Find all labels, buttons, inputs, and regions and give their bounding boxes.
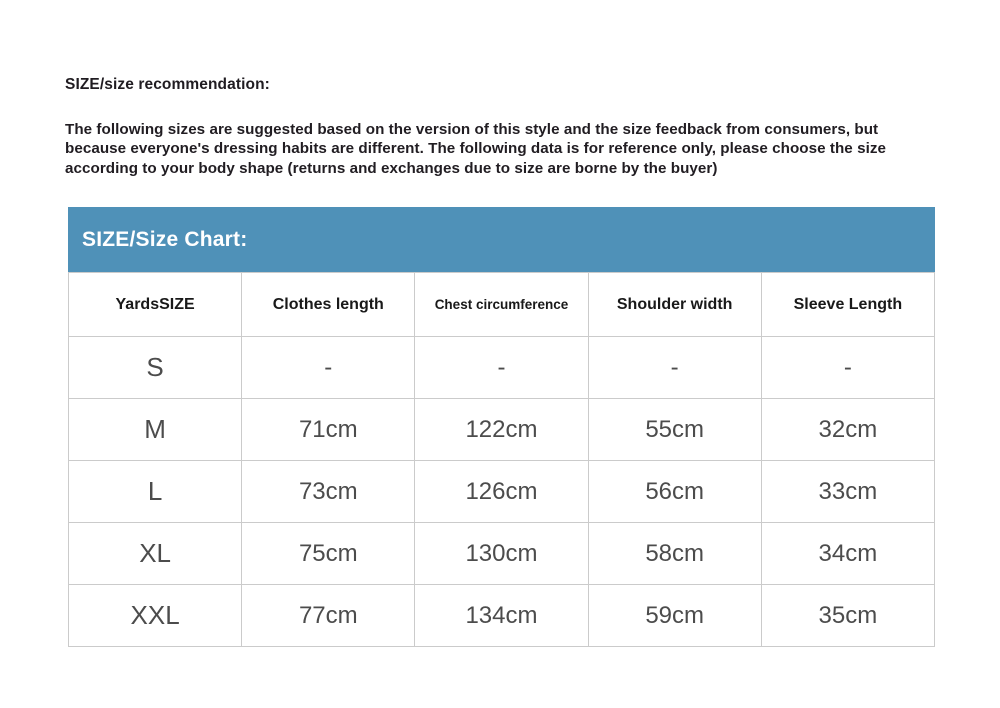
column-header-clothes-length: Clothes length: [242, 273, 415, 337]
size-cell: L: [69, 461, 242, 523]
size-recommendation-heading: SIZE/size recommendation:: [65, 76, 270, 93]
column-header-shoulder-width: Shoulder width: [588, 273, 761, 337]
value-cell: 122cm: [415, 399, 588, 461]
size-recommendation-paragraph: The following sizes are suggested based on the version of this style and the size feedback from consumers, but because everyone's dressing habits are different. The following data is for reference only, please choose the size according to your body shape (returns and exchanges due to size are borne by the buyer): [65, 121, 886, 177]
size-cell: XL: [69, 523, 242, 585]
table-row-l: [69, 461, 935, 523]
size-chart-title: SIZE/Size Chart:: [82, 227, 248, 251]
size-chart-table: [68, 272, 935, 647]
column-header-size: YardsSIZE: [69, 273, 242, 337]
value-cell: 55cm: [588, 399, 761, 461]
value-cell: -: [415, 337, 588, 399]
size-chart-block: [68, 207, 935, 647]
value-cell: -: [588, 337, 761, 399]
header-row: [69, 273, 935, 337]
value-cell: 32cm: [761, 399, 934, 461]
value-cell: 34cm: [761, 523, 934, 585]
size-cell: M: [69, 399, 242, 461]
value-cell: 56cm: [588, 461, 761, 523]
value-cell: 35cm: [761, 585, 934, 647]
value-cell: -: [242, 337, 415, 399]
value-cell: 59cm: [588, 585, 761, 647]
value-cell: 77cm: [242, 585, 415, 647]
table-row-s: [69, 337, 935, 399]
size-cell: S: [69, 337, 242, 399]
value-cell: 33cm: [761, 461, 934, 523]
value-cell: -: [761, 337, 934, 399]
value-cell: 134cm: [415, 585, 588, 647]
size-chart-table-body: [69, 337, 935, 647]
size-chart-title-bar: [68, 207, 935, 272]
value-cell: 130cm: [415, 523, 588, 585]
table-row-xl: [69, 523, 935, 585]
size-cell: XXL: [69, 585, 242, 647]
value-cell: 58cm: [588, 523, 761, 585]
table-row-m: [69, 399, 935, 461]
size-chart-table-head: [69, 273, 935, 337]
table-row-xxl: [69, 585, 935, 647]
value-cell: 75cm: [242, 523, 415, 585]
value-cell: 126cm: [415, 461, 588, 523]
column-header-sleeve-length: Sleeve Length: [761, 273, 934, 337]
column-header-chest-circumference: Chest circumference: [415, 273, 588, 337]
value-cell: 73cm: [242, 461, 415, 523]
value-cell: 71cm: [242, 399, 415, 461]
